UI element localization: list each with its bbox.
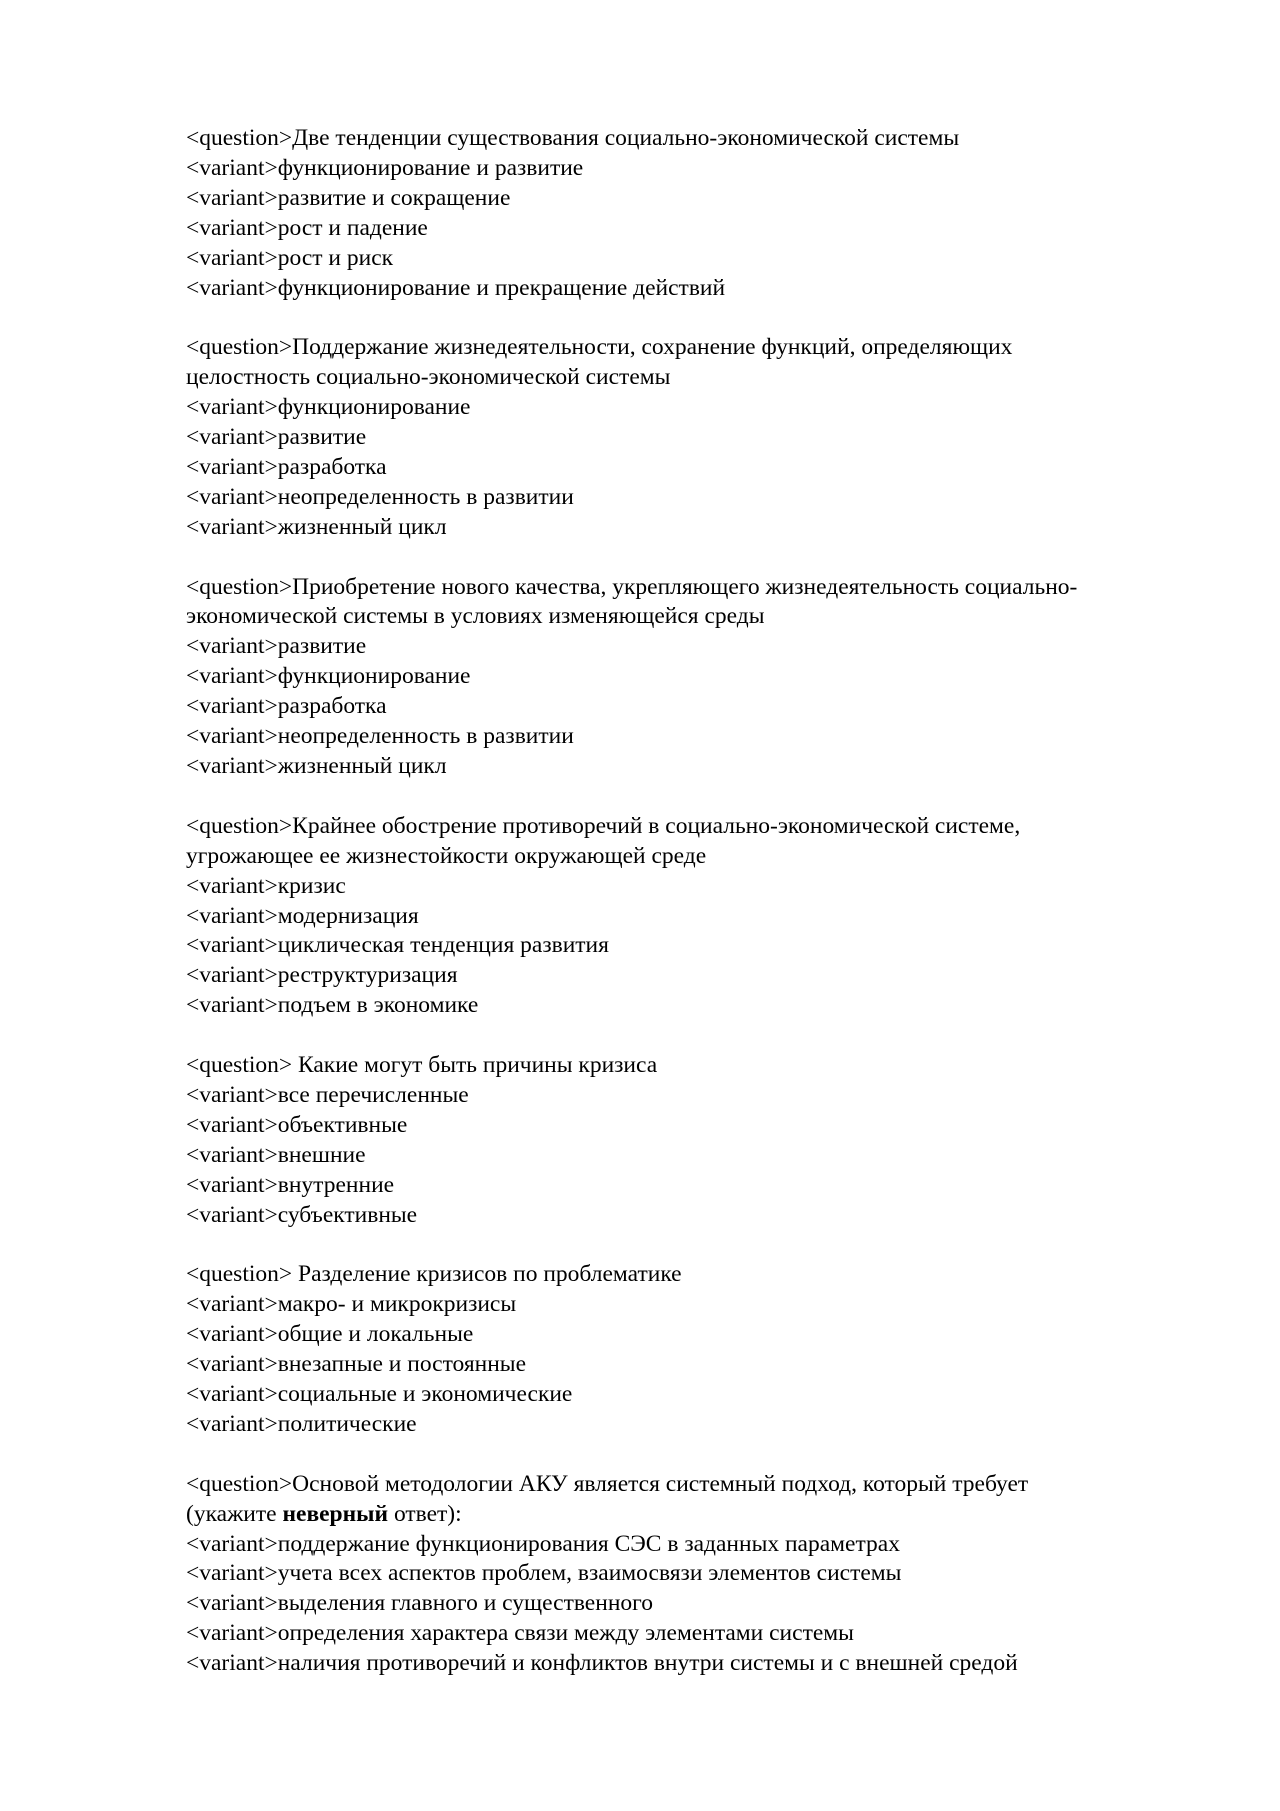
question-text: <question>Две тенденции существования социально-экономической системы [186,125,960,151]
variant-item: <variant>макро- и микрокризисы [186,1291,517,1318]
question-text: <question>Основой методологии АКУ является системный подход, который требует [186,1470,1029,1497]
variant-item: <variant>жизненный цикл [186,753,447,779]
variant-item: <variant>неопределенность в развитии [186,483,574,510]
variant-item: <variant>рост и падение [186,214,428,241]
question-block [186,1051,1186,1230]
question-text-part: (укажите [186,1500,283,1527]
question-text-continuation: целостность социально-экономической системы [186,364,671,391]
question-text: <question>Крайнее обострение противоречий в социально-экономической системе, [186,812,1021,839]
question-text-continuation [186,1500,1186,1530]
variant-item: <variant>развитие и сокращение [186,184,511,211]
variant-item: <variant>социальные и экономические [186,1380,573,1407]
question-text-continuation: экономической системы в условиях изменяющейся среды [186,603,765,630]
question-text: <question>Приобретение нового качества, укрепляющего жизнедеятельность социально- [186,573,1078,600]
variant-item: <variant>разработка [186,453,387,480]
variant-item: <variant>неопределенность в развитии [186,723,574,750]
variant-item: <variant>политические [186,1410,417,1437]
variant-item: <variant>циклическая тенденция развития [186,932,609,959]
variant-item: <variant>функционирование [186,663,471,690]
question-block [186,573,1186,782]
variant-item: <variant>все перечисленные [186,1081,469,1108]
variant-item: <variant>функционирование и прекращение действий [186,274,726,301]
question-text: <question>Поддержание жизнедеятельности, сохранение функций, определяющих [186,334,1013,361]
variant-item: <variant>выделения главного и существенного [186,1590,653,1617]
variant-item: <variant>модернизация [186,902,419,929]
variant-item: <variant>внутренние [186,1171,395,1198]
variant-item: <variant>наличия противоречий и конфликтов внутри системы и с внешней средой [186,1650,1018,1677]
question-text: <question> Разделение кризисов по проблематике [186,1261,682,1288]
variant-item: <variant>кризис [186,872,346,899]
variant-item: <variant>общие и локальные [186,1321,474,1348]
question-block [186,333,1186,542]
emphasis-text: неверный [282,1500,389,1527]
document-content [186,124,1186,1709]
variant-item: <variant>подъем в экономике [186,992,479,1019]
question-block [186,812,1186,1021]
variant-item: <variant>внезапные и постоянные [186,1351,527,1378]
variant-item: <variant>субъективные [186,1201,418,1228]
variant-item: <variant>функционирование [186,394,471,421]
variant-item: <variant>рост и риск [186,244,394,271]
variant-item: <variant>объективные [186,1111,408,1138]
variant-item: <variant>развитие [186,424,367,451]
variant-item: <variant>развитие [186,633,367,660]
question-block [186,124,1186,303]
variant-item: <variant>внешние [186,1141,366,1168]
variant-item: <variant>реструктуризация [186,962,458,989]
variant-item: <variant>поддержание функционирования СЭС в заданных параметрах [186,1530,900,1557]
question-block [186,1260,1186,1439]
question-text-part: ответ): [388,1500,462,1527]
variant-item: <variant>жизненный цикл [186,513,447,540]
question-text: <question> Какие могут быть причины кризиса [186,1052,658,1079]
variant-item: <variant>функционирование и развитие [186,154,584,181]
question-text-continuation: угрожающее ее жизнестойкости окружающей среде [186,842,707,869]
variant-item: <variant>учета всех аспектов проблем, взаимосвязи элементов системы [186,1560,902,1587]
variant-item: <variant>определения характера связи между элементами системы [186,1620,854,1647]
variant-item: <variant>разработка [186,693,387,720]
question-block [186,1470,1186,1679]
